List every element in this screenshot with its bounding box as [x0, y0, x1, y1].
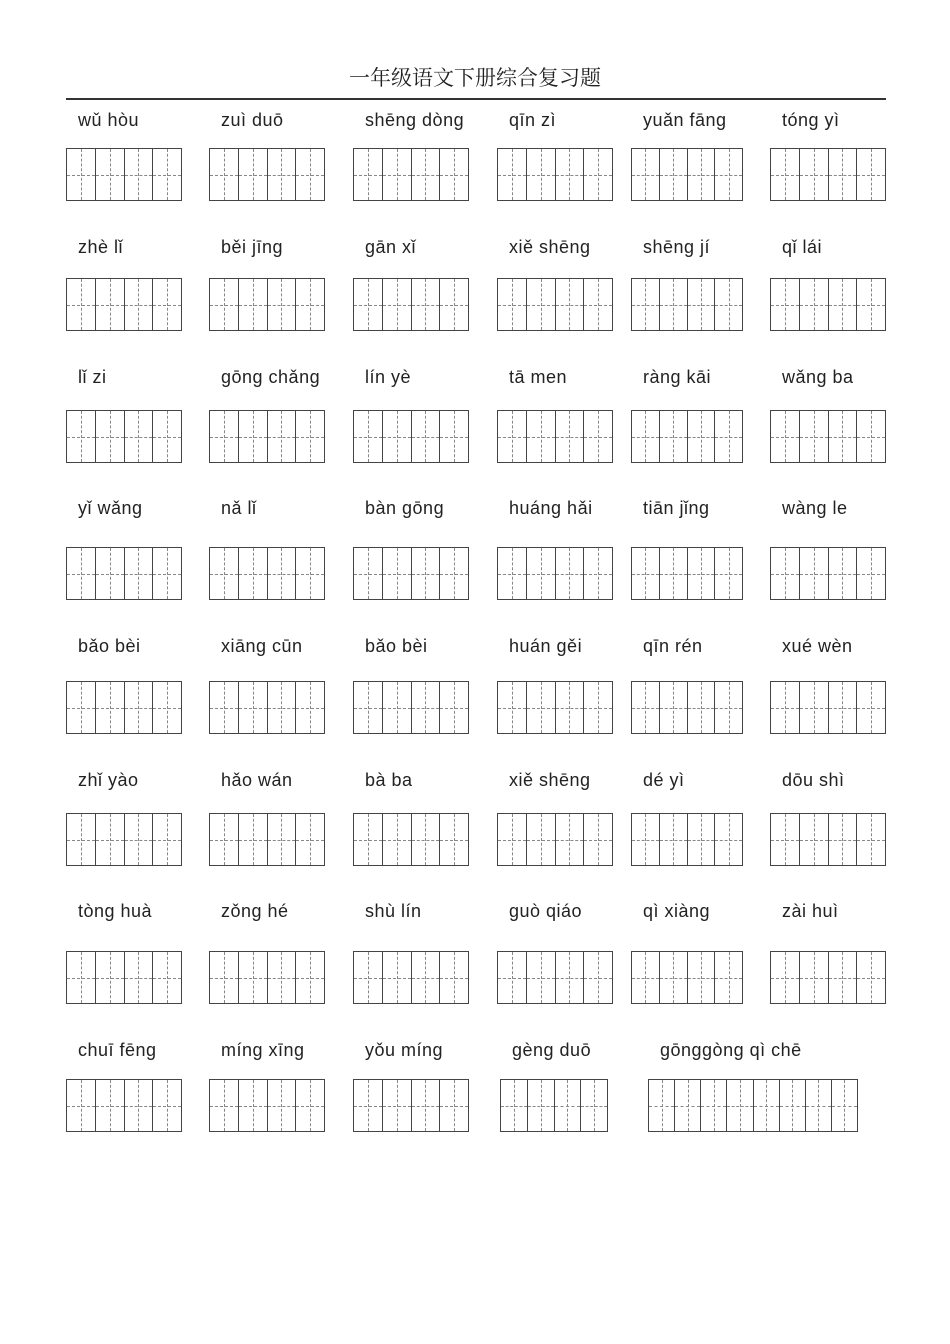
writing-cell[interactable]	[295, 814, 324, 865]
writing-cell[interactable]	[828, 548, 857, 599]
writing-cell[interactable]	[95, 279, 124, 330]
pinyin-label: chuī fēng	[78, 1040, 157, 1060]
writing-cell[interactable]	[354, 279, 382, 330]
writing-cell[interactable]	[674, 1080, 700, 1131]
writing-cell[interactable]	[799, 279, 828, 330]
writing-cell[interactable]	[267, 682, 296, 733]
writing-cell[interactable]	[95, 814, 124, 865]
writing-cell[interactable]	[210, 1080, 238, 1131]
writing-cell[interactable]	[152, 682, 181, 733]
pinyin-label: wǔ hòu	[78, 110, 140, 130]
writing-cell[interactable]	[659, 279, 687, 330]
writing-cell[interactable]	[67, 1080, 95, 1131]
pinyin-label: xiě shēng	[509, 770, 591, 790]
pinyin-label: bà ba	[365, 770, 413, 790]
writing-cell[interactable]	[526, 548, 555, 599]
writing-box[interactable]	[497, 951, 613, 1004]
writing-cell[interactable]	[583, 149, 612, 200]
writing-cell[interactable]	[632, 279, 659, 330]
writing-box[interactable]	[353, 278, 469, 331]
writing-cell[interactable]	[238, 952, 267, 1003]
writing-cell[interactable]	[526, 952, 555, 1003]
pinyin-label: xiě shēng	[509, 237, 591, 257]
writing-cell[interactable]	[439, 279, 468, 330]
pinyin-label: tóng yì	[782, 110, 840, 130]
writing-cell[interactable]	[632, 411, 659, 462]
writing-cell[interactable]	[687, 952, 715, 1003]
writing-cell[interactable]	[411, 548, 440, 599]
writing-cell[interactable]	[687, 548, 715, 599]
writing-box[interactable]	[631, 681, 743, 734]
writing-cell[interactable]	[649, 1080, 674, 1131]
pinyin-label: gèng duō	[512, 1040, 592, 1060]
writing-cell[interactable]	[856, 682, 885, 733]
writing-cell[interactable]	[555, 279, 584, 330]
writing-cell[interactable]	[152, 279, 181, 330]
writing-cell[interactable]	[799, 548, 828, 599]
writing-cell[interactable]	[828, 682, 857, 733]
writing-cell[interactable]	[805, 1080, 831, 1131]
writing-cell[interactable]	[687, 149, 715, 200]
writing-box[interactable]	[353, 410, 469, 463]
writing-box[interactable]	[770, 148, 886, 201]
writing-cell[interactable]	[267, 1080, 296, 1131]
pinyin-label: zuì duō	[221, 110, 284, 130]
writing-box[interactable]	[497, 547, 613, 600]
writing-cell[interactable]	[771, 548, 799, 599]
pinyin-label: bǎo bèi	[78, 636, 141, 656]
writing-box[interactable]	[770, 547, 886, 600]
pinyin-label: qǐ lái	[782, 237, 823, 257]
writing-cell[interactable]	[856, 548, 885, 599]
writing-cell[interactable]	[828, 814, 857, 865]
writing-cell[interactable]	[828, 149, 857, 200]
writing-box[interactable]	[631, 278, 743, 331]
pinyin-label: hǎo wán	[221, 770, 293, 790]
pinyin-label: huán gěi	[509, 636, 583, 656]
writing-box[interactable]	[631, 547, 743, 600]
writing-cell[interactable]	[799, 814, 828, 865]
writing-cell[interactable]	[439, 411, 468, 462]
writing-cell[interactable]	[267, 411, 296, 462]
pinyin-label: gān xǐ	[365, 237, 417, 257]
writing-cell[interactable]	[124, 814, 153, 865]
writing-cell[interactable]	[714, 279, 742, 330]
pinyin-label: yuǎn fāng	[643, 110, 727, 130]
pinyin-label: dé yì	[643, 770, 685, 790]
writing-cell[interactable]	[659, 814, 687, 865]
pinyin-label: xué wèn	[782, 636, 853, 656]
writing-cell[interactable]	[583, 682, 612, 733]
writing-cell[interactable]	[583, 411, 612, 462]
pinyin-label: zǒng hé	[221, 901, 289, 921]
writing-cell[interactable]	[498, 279, 526, 330]
writing-cell[interactable]	[831, 1080, 857, 1131]
pinyin-label: zài huì	[782, 901, 839, 921]
writing-cell[interactable]	[687, 279, 715, 330]
writing-cell[interactable]	[583, 814, 612, 865]
writing-box[interactable]	[497, 813, 613, 866]
writing-cell[interactable]	[687, 411, 715, 462]
writing-cell[interactable]	[238, 149, 267, 200]
writing-cell[interactable]	[411, 814, 440, 865]
pinyin-label: nǎ lǐ	[221, 498, 257, 518]
writing-cell[interactable]	[67, 411, 95, 462]
page-title: 一年级语文下册综合复习题	[349, 66, 601, 90]
writing-box[interactable]	[209, 951, 325, 1004]
writing-cell[interactable]	[295, 682, 324, 733]
writing-cell[interactable]	[771, 149, 799, 200]
writing-cell[interactable]	[439, 149, 468, 200]
writing-cell[interactable]	[267, 279, 296, 330]
writing-cell[interactable]	[714, 548, 742, 599]
writing-cell[interactable]	[67, 279, 95, 330]
writing-box[interactable]	[500, 1079, 608, 1132]
writing-cell[interactable]	[687, 682, 715, 733]
writing-cell[interactable]	[152, 952, 181, 1003]
writing-cell[interactable]	[124, 682, 153, 733]
writing-cell[interactable]	[210, 548, 238, 599]
writing-cell[interactable]	[856, 279, 885, 330]
writing-box[interactable]	[353, 547, 469, 600]
writing-cell[interactable]	[267, 814, 296, 865]
writing-cell[interactable]	[659, 411, 687, 462]
writing-cell[interactable]	[659, 682, 687, 733]
writing-cell[interactable]	[411, 279, 440, 330]
writing-box[interactable]	[770, 278, 886, 331]
writing-box[interactable]	[648, 1079, 858, 1132]
pinyin-label: gōng chǎng	[221, 367, 321, 387]
writing-cell[interactable]	[382, 952, 411, 1003]
writing-cell[interactable]	[210, 279, 238, 330]
writing-cell[interactable]	[659, 149, 687, 200]
pinyin-label: tā men	[509, 367, 568, 387]
writing-cell[interactable]	[267, 149, 296, 200]
writing-cell[interactable]	[583, 548, 612, 599]
writing-cell[interactable]	[498, 814, 526, 865]
writing-cell[interactable]	[856, 149, 885, 200]
writing-cell[interactable]	[267, 952, 296, 1003]
writing-cell[interactable]	[354, 411, 382, 462]
writing-cell[interactable]	[210, 814, 238, 865]
writing-cell[interactable]	[799, 149, 828, 200]
writing-cell[interactable]	[583, 952, 612, 1003]
writing-box[interactable]	[66, 410, 182, 463]
writing-cell[interactable]	[439, 548, 468, 599]
writing-cell[interactable]	[67, 149, 95, 200]
writing-cell[interactable]	[354, 548, 382, 599]
writing-box[interactable]	[770, 951, 886, 1004]
pinyin-label: tiān jǐng	[643, 498, 710, 518]
writing-cell[interactable]	[555, 149, 584, 200]
writing-cell[interactable]	[354, 814, 382, 865]
writing-box[interactable]	[66, 813, 182, 866]
pinyin-label: yǒu míng	[365, 1040, 444, 1060]
writing-cell[interactable]	[632, 548, 659, 599]
writing-cell[interactable]	[152, 548, 181, 599]
writing-cell[interactable]	[354, 952, 382, 1003]
writing-cell[interactable]	[124, 1080, 153, 1131]
writing-box[interactable]	[631, 951, 743, 1004]
writing-box[interactable]	[353, 148, 469, 201]
writing-cell[interactable]	[439, 814, 468, 865]
writing-cell[interactable]	[95, 149, 124, 200]
writing-box[interactable]	[770, 681, 886, 734]
title-underline	[66, 98, 886, 100]
pinyin-label: bàn gōng	[365, 498, 445, 518]
writing-cell[interactable]	[152, 814, 181, 865]
writing-cell[interactable]	[828, 279, 857, 330]
writing-cell[interactable]	[856, 411, 885, 462]
writing-cell[interactable]	[267, 548, 296, 599]
writing-cell[interactable]	[382, 149, 411, 200]
pinyin-label: qīn zì	[509, 110, 557, 130]
writing-cell[interactable]	[771, 279, 799, 330]
writing-box[interactable]	[631, 813, 743, 866]
writing-box[interactable]	[209, 1079, 325, 1132]
pinyin-label: guò qiáo	[509, 901, 583, 921]
writing-cell[interactable]	[210, 682, 238, 733]
writing-cell[interactable]	[210, 411, 238, 462]
writing-cell[interactable]	[771, 952, 799, 1003]
writing-cell[interactable]	[687, 814, 715, 865]
writing-cell[interactable]	[95, 548, 124, 599]
writing-cell[interactable]	[856, 952, 885, 1003]
writing-cell[interactable]	[382, 411, 411, 462]
writing-cell[interactable]	[555, 411, 584, 462]
writing-cell[interactable]	[238, 682, 267, 733]
writing-cell[interactable]	[152, 149, 181, 200]
writing-cell[interactable]	[580, 1080, 607, 1131]
writing-cell[interactable]	[124, 279, 153, 330]
pinyin-label: gōnggòng qì chē	[660, 1040, 802, 1060]
writing-cell[interactable]	[659, 548, 687, 599]
writing-cell[interactable]	[555, 682, 584, 733]
writing-box[interactable]	[631, 148, 743, 201]
writing-cell[interactable]	[439, 682, 468, 733]
writing-cell[interactable]	[295, 952, 324, 1003]
pinyin-label: bǎo bèi	[365, 636, 428, 656]
pinyin-label: yǐ wǎng	[78, 498, 143, 518]
writing-box[interactable]	[209, 278, 325, 331]
writing-box[interactable]	[631, 410, 743, 463]
writing-cell[interactable]	[526, 411, 555, 462]
writing-box[interactable]	[209, 410, 325, 463]
writing-cell[interactable]	[526, 814, 555, 865]
writing-cell[interactable]	[382, 1080, 411, 1131]
pinyin-label: lǐ zi	[78, 367, 107, 387]
writing-box[interactable]	[209, 547, 325, 600]
writing-cell[interactable]	[238, 279, 267, 330]
writing-cell[interactable]	[526, 682, 555, 733]
writing-box[interactable]	[353, 813, 469, 866]
writing-cell[interactable]	[498, 952, 526, 1003]
pinyin-label: qīn rén	[643, 636, 703, 656]
writing-cell[interactable]	[555, 814, 584, 865]
writing-cell[interactable]	[526, 279, 555, 330]
writing-cell[interactable]	[152, 411, 181, 462]
writing-cell[interactable]	[526, 149, 555, 200]
pinyin-label: wàng le	[782, 498, 848, 518]
writing-cell[interactable]	[799, 952, 828, 1003]
pinyin-label: xiāng cūn	[221, 636, 303, 656]
writing-cell[interactable]	[67, 682, 95, 733]
writing-cell[interactable]	[95, 682, 124, 733]
writing-cell[interactable]	[714, 411, 742, 462]
writing-box[interactable]	[209, 813, 325, 866]
writing-cell[interactable]	[700, 1080, 726, 1131]
writing-cell[interactable]	[124, 548, 153, 599]
writing-cell[interactable]	[238, 1080, 267, 1131]
writing-cell[interactable]	[498, 149, 526, 200]
writing-cell[interactable]	[382, 814, 411, 865]
pinyin-label: dōu shì	[782, 770, 845, 790]
writing-cell[interactable]	[828, 411, 857, 462]
writing-cell[interactable]	[828, 952, 857, 1003]
writing-cell[interactable]	[498, 548, 526, 599]
writing-cell[interactable]	[714, 682, 742, 733]
pinyin-label: shù lín	[365, 901, 422, 921]
writing-cell[interactable]	[295, 1080, 324, 1131]
writing-cell[interactable]	[632, 952, 659, 1003]
writing-box[interactable]	[66, 951, 182, 1004]
writing-cell[interactable]	[726, 1080, 752, 1131]
pinyin-label: huáng hǎi	[509, 498, 593, 518]
pinyin-label: míng xīng	[221, 1040, 305, 1060]
writing-cell[interactable]	[771, 814, 799, 865]
writing-cell[interactable]	[498, 682, 526, 733]
writing-box[interactable]	[353, 681, 469, 734]
pinyin-label: běi jīng	[221, 237, 284, 257]
writing-cell[interactable]	[382, 548, 411, 599]
pinyin-label: ràng kāi	[643, 367, 712, 387]
writing-cell[interactable]	[799, 682, 828, 733]
writing-cell[interactable]	[210, 149, 238, 200]
writing-cell[interactable]	[554, 1080, 581, 1131]
writing-cell[interactable]	[411, 149, 440, 200]
writing-box[interactable]	[497, 681, 613, 734]
writing-cell[interactable]	[753, 1080, 779, 1131]
writing-cell[interactable]	[659, 952, 687, 1003]
writing-cell[interactable]	[95, 952, 124, 1003]
writing-cell[interactable]	[152, 1080, 181, 1131]
writing-cell[interactable]	[771, 682, 799, 733]
writing-cell[interactable]	[124, 411, 153, 462]
writing-cell[interactable]	[632, 814, 659, 865]
writing-box[interactable]	[209, 681, 325, 734]
writing-cell[interactable]	[354, 149, 382, 200]
writing-cell[interactable]	[714, 952, 742, 1003]
writing-box[interactable]	[497, 148, 613, 201]
writing-cell[interactable]	[555, 548, 584, 599]
writing-cell[interactable]	[95, 411, 124, 462]
writing-cell[interactable]	[411, 952, 440, 1003]
writing-box[interactable]	[497, 410, 613, 463]
writing-cell[interactable]	[295, 279, 324, 330]
writing-box[interactable]	[209, 148, 325, 201]
writing-cell[interactable]	[498, 411, 526, 462]
writing-box[interactable]	[66, 148, 182, 201]
writing-box[interactable]	[770, 813, 886, 866]
writing-cell[interactable]	[411, 1080, 440, 1131]
writing-cell[interactable]	[632, 149, 659, 200]
writing-cell[interactable]	[382, 279, 411, 330]
writing-cell[interactable]	[238, 411, 267, 462]
writing-cell[interactable]	[67, 548, 95, 599]
pinyin-label: lín yè	[365, 367, 412, 387]
writing-cell[interactable]	[382, 682, 411, 733]
writing-box[interactable]	[770, 410, 886, 463]
writing-cell[interactable]	[124, 952, 153, 1003]
writing-cell[interactable]	[411, 411, 440, 462]
writing-box[interactable]	[66, 547, 182, 600]
writing-cell[interactable]	[295, 411, 324, 462]
writing-box[interactable]	[66, 278, 182, 331]
writing-cell[interactable]	[67, 814, 95, 865]
writing-box[interactable]	[353, 951, 469, 1004]
writing-cell[interactable]	[439, 1080, 468, 1131]
pinyin-label: shēng jí	[643, 237, 711, 257]
writing-cell[interactable]	[771, 411, 799, 462]
writing-cell[interactable]	[210, 952, 238, 1003]
writing-box[interactable]	[353, 1079, 469, 1132]
pinyin-label: tòng huà	[78, 901, 153, 921]
writing-cell[interactable]	[238, 814, 267, 865]
writing-cell[interactable]	[95, 1080, 124, 1131]
writing-box[interactable]	[66, 1079, 182, 1132]
writing-cell[interactable]	[295, 149, 324, 200]
writing-cell[interactable]	[295, 548, 324, 599]
writing-cell[interactable]	[799, 411, 828, 462]
writing-cell[interactable]	[439, 952, 468, 1003]
pinyin-label: shēng dòng	[365, 110, 465, 130]
writing-cell[interactable]	[124, 149, 153, 200]
writing-cell[interactable]	[555, 952, 584, 1003]
writing-cell[interactable]	[238, 548, 267, 599]
writing-cell[interactable]	[411, 682, 440, 733]
writing-box[interactable]	[497, 278, 613, 331]
writing-box[interactable]	[66, 681, 182, 734]
writing-cell[interactable]	[856, 814, 885, 865]
writing-cell[interactable]	[354, 1080, 382, 1131]
writing-cell[interactable]	[527, 1080, 554, 1131]
pinyin-label: zhǐ yào	[78, 770, 139, 790]
writing-cell[interactable]	[583, 279, 612, 330]
writing-cell[interactable]	[354, 682, 382, 733]
writing-cell[interactable]	[714, 814, 742, 865]
writing-cell[interactable]	[501, 1080, 527, 1131]
pinyin-label: wǎng ba	[782, 367, 854, 387]
writing-cell[interactable]	[714, 149, 742, 200]
pinyin-label: qì xiàng	[643, 901, 711, 921]
writing-cell[interactable]	[779, 1080, 805, 1131]
writing-cell[interactable]	[67, 952, 95, 1003]
writing-cell[interactable]	[632, 682, 659, 733]
pinyin-label: zhè lǐ	[78, 237, 124, 257]
